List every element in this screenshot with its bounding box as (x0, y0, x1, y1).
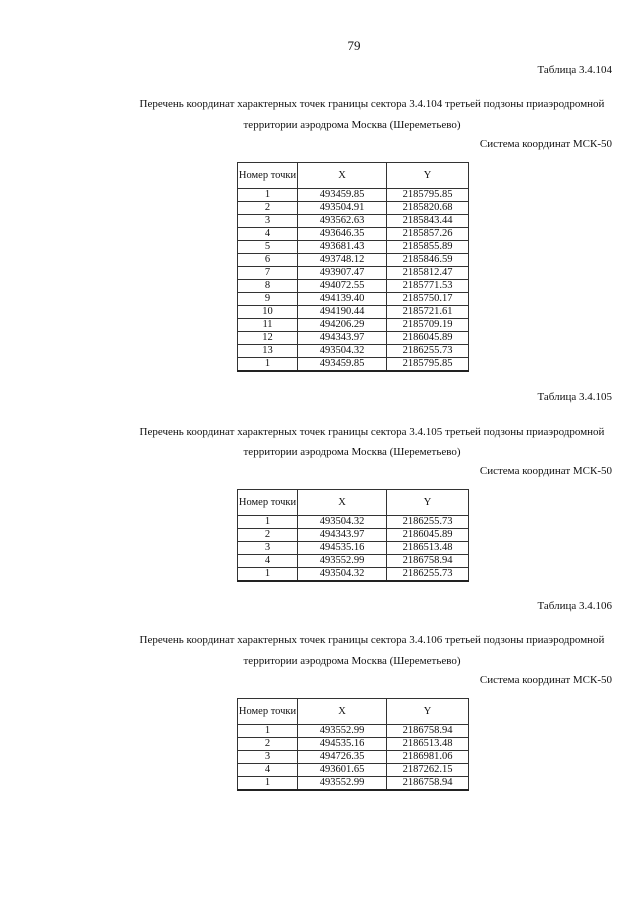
cell-point-number: 6 (238, 254, 298, 267)
cell-point-number: 3 (238, 542, 298, 555)
caption-line-1: Перечень координат характерных точек границы сектора 3.4.104 третьей подзоны приаэродромной (139, 98, 605, 110)
cell-y: 2186758.94 (387, 777, 469, 791)
cell-y: 2186045.89 (387, 332, 469, 345)
table-row (238, 751, 469, 764)
cell-x: 493504.91 (298, 202, 387, 215)
cell-x: 494535.16 (298, 738, 387, 751)
table-row (238, 568, 469, 582)
cell-x: 493552.99 (298, 555, 387, 568)
page-number: 79 (347, 38, 361, 53)
header-x: X (298, 490, 387, 516)
table-row (238, 529, 469, 542)
cell-x: 494072.55 (298, 280, 387, 293)
cell-x: 494343.97 (298, 332, 387, 345)
cell-point-number: 3 (238, 751, 298, 764)
cell-point-number: 2 (238, 529, 298, 542)
cell-point-number: 2 (238, 738, 298, 751)
cell-point-number: 9 (238, 293, 298, 306)
table-row (238, 280, 469, 293)
coordinates-table (237, 489, 469, 582)
header-x: X (298, 163, 387, 189)
cell-y: 2185721.61 (387, 306, 469, 319)
cell-y: 2185795.85 (387, 358, 469, 372)
cell-x: 493459.85 (298, 189, 387, 202)
coordinate-system-label: Система координат МСК-50 (479, 138, 612, 150)
table-row (238, 516, 469, 529)
cell-y: 2185843.44 (387, 215, 469, 228)
cell-point-number: 11 (238, 319, 298, 332)
cell-y: 2185812.47 (387, 267, 469, 280)
table-row (238, 254, 469, 267)
caption-line-2: территории аэродрома Москва (Шереметьево) (243, 119, 461, 131)
cell-point-number: 12 (238, 332, 298, 345)
table-row (238, 738, 469, 751)
table-label: Таблица 3.4.106 (537, 600, 612, 612)
cell-x: 494726.35 (298, 751, 387, 764)
table-header-row (238, 699, 469, 725)
cell-y: 2185771.53 (387, 280, 469, 293)
table-row (238, 725, 469, 738)
coordinates-table (237, 162, 469, 372)
cell-x: 493552.99 (298, 777, 387, 791)
caption-line-1: Перечень координат характерных точек границы сектора 3.4.106 третьей подзоны приаэродромной (139, 634, 605, 646)
table-row (238, 764, 469, 777)
cell-y: 2185846.59 (387, 254, 469, 267)
table-row (238, 332, 469, 345)
cell-point-number: 7 (238, 267, 298, 280)
cell-x: 493681.43 (298, 241, 387, 254)
table-row (238, 293, 469, 306)
cell-y: 2186758.94 (387, 555, 469, 568)
cell-x: 494535.16 (298, 542, 387, 555)
cell-x: 493646.35 (298, 228, 387, 241)
cell-y: 2186513.48 (387, 738, 469, 751)
cell-y: 2185709.19 (387, 319, 469, 332)
cell-y: 2185795.85 (387, 189, 469, 202)
coordinate-system-label: Система координат МСК-50 (479, 674, 612, 686)
cell-x: 493504.32 (298, 345, 387, 358)
cell-x: 493552.99 (298, 725, 387, 738)
caption-line-2: территории аэродрома Москва (Шереметьево) (243, 446, 461, 458)
cell-x: 494206.29 (298, 319, 387, 332)
table-row (238, 555, 469, 568)
cell-y: 2186255.73 (387, 516, 469, 529)
header-y: Y (387, 163, 469, 189)
cell-y: 2186255.73 (387, 568, 469, 582)
table-row (238, 189, 469, 202)
cell-point-number: 1 (238, 725, 298, 738)
cell-y: 2186045.89 (387, 529, 469, 542)
cell-y: 2185857.26 (387, 228, 469, 241)
cell-x: 493504.32 (298, 568, 387, 582)
table-row (238, 777, 469, 791)
table-row (238, 267, 469, 280)
cell-x: 493601.65 (298, 764, 387, 777)
header-point-number: Номер точки (238, 699, 298, 725)
cell-point-number: 2 (238, 202, 298, 215)
cell-y: 2187262.15 (387, 764, 469, 777)
cell-point-number: 3 (238, 215, 298, 228)
cell-point-number: 1 (238, 189, 298, 202)
cell-y: 2185750.17 (387, 293, 469, 306)
cell-point-number: 1 (238, 516, 298, 529)
table-row (238, 306, 469, 319)
cell-point-number: 13 (238, 345, 298, 358)
cell-point-number: 1 (238, 358, 298, 372)
table-row (238, 202, 469, 215)
cell-y: 2186981.06 (387, 751, 469, 764)
cell-y: 2185820.68 (387, 202, 469, 215)
table-row (238, 542, 469, 555)
cell-y: 2186758.94 (387, 725, 469, 738)
cell-x: 493459.85 (298, 358, 387, 372)
cell-x: 493748.12 (298, 254, 387, 267)
cell-x: 494343.97 (298, 529, 387, 542)
cell-point-number: 4 (238, 764, 298, 777)
coordinate-system-label: Система координат МСК-50 (479, 465, 612, 477)
header-y: Y (387, 490, 469, 516)
header-x: X (298, 699, 387, 725)
table-label: Таблица 3.4.104 (537, 64, 612, 76)
cell-point-number: 5 (238, 241, 298, 254)
cell-point-number: 1 (238, 568, 298, 582)
table-row (238, 215, 469, 228)
caption-line-2: территории аэродрома Москва (Шереметьево) (243, 655, 461, 667)
cell-y: 2185855.89 (387, 241, 469, 254)
table-row (238, 319, 469, 332)
table-row (238, 358, 469, 372)
cell-x: 494190.44 (298, 306, 387, 319)
coordinates-table (237, 698, 469, 791)
cell-point-number: 1 (238, 777, 298, 791)
cell-x: 493907.47 (298, 267, 387, 280)
cell-y: 2186513.48 (387, 542, 469, 555)
cell-x: 494139.40 (298, 293, 387, 306)
cell-x: 493562.63 (298, 215, 387, 228)
caption-line-1: Перечень координат характерных точек границы сектора 3.4.105 третьей подзоны приаэродромной (139, 426, 605, 438)
header-point-number: Номер точки (238, 163, 298, 189)
cell-x: 493504.32 (298, 516, 387, 529)
table-row (238, 345, 469, 358)
table-row (238, 228, 469, 241)
table-label: Таблица 3.4.105 (537, 391, 612, 403)
cell-y: 2186255.73 (387, 345, 469, 358)
table-header-row (238, 490, 469, 516)
cell-point-number: 4 (238, 228, 298, 241)
header-point-number: Номер точки (238, 490, 298, 516)
table-row (238, 241, 469, 254)
cell-point-number: 10 (238, 306, 298, 319)
cell-point-number: 8 (238, 280, 298, 293)
header-y: Y (387, 699, 469, 725)
cell-point-number: 4 (238, 555, 298, 568)
table-header-row (238, 163, 469, 189)
